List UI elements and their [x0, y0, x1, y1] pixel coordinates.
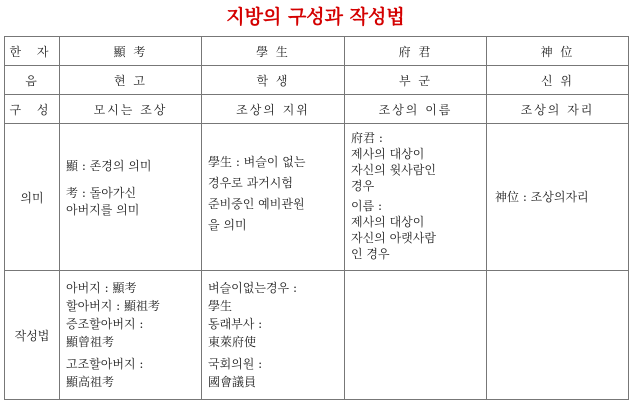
row-label-reading: 음 — [5, 66, 60, 95]
writing-col-1 — [60, 271, 202, 400]
row-hanja — [5, 37, 629, 66]
meaning-line: 준비중인 예비관원 — [208, 197, 305, 211]
meaning-col-1 — [60, 124, 202, 271]
meaning-line: 경우로 과거시험 — [208, 176, 293, 190]
writing-line: 고조할아버지 : — [66, 357, 144, 371]
hanja-col-4: 神 位 — [487, 37, 629, 66]
writing-line: 벼슬이없는경우 : — [208, 281, 298, 295]
meaning-col-4 — [487, 124, 629, 271]
hanja-col-2: 學 生 — [202, 37, 345, 66]
reading-col-3: 부 군 — [345, 66, 487, 95]
row-label-meaning: 의미 — [5, 124, 60, 271]
row-meaning — [5, 124, 629, 271]
row-writing — [5, 271, 629, 400]
meaning-line: 學生 : 벼슬이 없는 — [208, 155, 306, 169]
hanja-col-3: 府 君 — [345, 37, 487, 66]
reading-col-2: 학 생 — [202, 66, 345, 95]
row-label-writing: 작성법 — [5, 271, 60, 400]
meaning-col-3 — [345, 124, 487, 271]
writing-line: 國會議員 — [208, 375, 257, 389]
jibang-table — [4, 36, 629, 400]
composition-col-1: 모시는 조상 — [60, 95, 202, 124]
writing-line: 동래부사 : — [208, 317, 263, 331]
meaning-line: 인 경우 — [351, 247, 390, 261]
meaning-line: 제사의 대상이 — [351, 215, 425, 229]
writing-col-2 — [202, 271, 345, 400]
meaning-line: 을 의미 — [208, 218, 247, 232]
row-composition — [5, 95, 629, 124]
writing-line: 증조할아버지 : — [66, 317, 144, 331]
writing-col-4 — [487, 271, 629, 400]
composition-col-2: 조상의 지위 — [202, 95, 345, 124]
meaning-line: 제사의 대상이 — [351, 147, 425, 161]
meaning-line: 경우 — [351, 179, 375, 193]
row-reading — [5, 66, 629, 95]
reading-col-1: 현 고 — [60, 66, 202, 95]
page-title: 지방의 구성과 작성법 — [226, 6, 405, 28]
row-label-composition: 구 성 — [5, 95, 60, 124]
writing-line: 할아버지 : 顯祖考 — [66, 299, 161, 313]
meaning-line: 神位 : 조상의자리 — [495, 189, 589, 204]
writing-line: 국회의원 : — [208, 357, 263, 371]
meaning-line: 이름 : — [351, 199, 383, 213]
row-label-hanja: 한 자 — [5, 37, 60, 66]
hanja-col-1: 顯 考 — [60, 37, 202, 66]
meaning-line: 顯 : 존경의 의미 — [66, 159, 152, 173]
reading-col-4: 신 위 — [487, 66, 629, 95]
meaning-line: 府君 : — [351, 131, 383, 145]
writing-line: 아버지 : 顯考 — [66, 281, 137, 295]
writing-line: 學生 — [208, 299, 233, 313]
writing-line: 顯高祖考 — [66, 375, 115, 389]
composition-col-4: 조상의 자리 — [487, 95, 629, 124]
writing-line: 顯曾祖考 — [66, 335, 115, 349]
meaning-col-2 — [202, 124, 345, 271]
meaning-line: 자신의 윗사람인 — [351, 163, 436, 177]
writing-line: 東萊府使 — [208, 335, 257, 349]
meaning-line: 자신의 아랫사람 — [351, 231, 436, 245]
composition-col-3: 조상의 이름 — [345, 95, 487, 124]
writing-col-3 — [345, 271, 487, 400]
meaning-line: 考 : 돌아가신 — [66, 186, 137, 200]
meaning-line: 아버지를 의미 — [66, 203, 140, 217]
